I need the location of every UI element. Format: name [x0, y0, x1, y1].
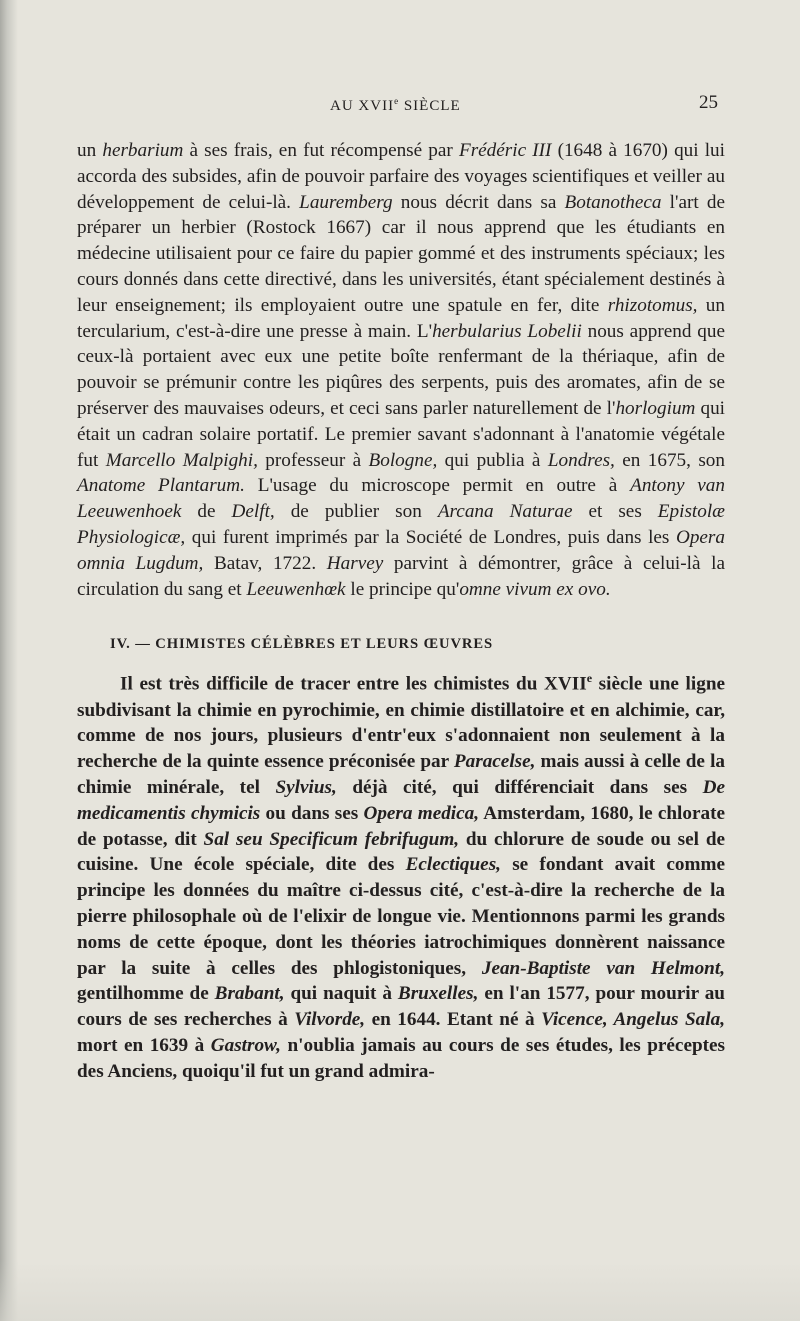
- italic-text-segment: Londres,: [547, 449, 615, 471]
- italic-text-segment: De medicamentis chymicis: [77, 776, 725, 824]
- text-segment: qui furent imprimés par la Société de Londres, puis dans les: [185, 526, 676, 548]
- italic-text-segment: rhizotomus,: [607, 294, 698, 316]
- italic-text-segment: Brabant,: [214, 983, 285, 1005]
- text-segment: déjà cité, qui différenciait dans ses: [336, 776, 703, 798]
- text-segment: en 1675, son: [614, 449, 725, 471]
- italic-text-segment: Lauremberg: [299, 191, 393, 213]
- italic-text-segment: Marcello Malpighi,: [105, 449, 258, 471]
- paragraph-chemists: [77, 666, 725, 1084]
- page-header: [0, 92, 800, 120]
- text-segment: mais aussi à celle de la chimie minérale, tel: [77, 751, 725, 798]
- running-head-superscript: e: [394, 96, 400, 106]
- paragraph-continuation: [77, 138, 725, 602]
- italic-text-segment: Eclectiques,: [405, 854, 501, 876]
- italic-text-segment: Epistolæ Physiologicæ,: [77, 501, 725, 548]
- italic-text-segment: Opera medica,: [363, 802, 480, 824]
- text-segment: gentilhomme de: [77, 983, 215, 1005]
- body-text: [77, 138, 725, 1084]
- text-segment: un tercularium, c'est-à-dire une presse à main. L': [77, 294, 725, 342]
- text-segment: de: [181, 501, 232, 523]
- text-segment: (1648 à 1670) qui lui accorda des subsides, afin de pouvoir parfaire des voyages scientifiques et veiller au développement de celui-là.: [77, 140, 725, 213]
- running-head: [330, 96, 461, 115]
- text-segment: en l'an 1577, pour mourir au cours de ses recherches à: [77, 983, 725, 1031]
- section-heading: IV. — CHIMISTES CÉLÈBRES ET LEURS ŒUVRES: [110, 636, 493, 653]
- italic-text-segment: Vilvorde,: [294, 1009, 366, 1031]
- text-segment: professeur à: [257, 449, 369, 471]
- running-head-text-end: SIÈCLE: [399, 98, 461, 114]
- text-segment: un: [77, 140, 103, 161]
- italic-text-segment: Bologne,: [368, 449, 438, 471]
- text-segment: de publier son: [274, 501, 438, 523]
- italic-text-segment: Antony van Leeuwenhoek: [77, 475, 725, 523]
- text-segment: l'art de préparer un herbier (Rostock 1667) car il nous apprend que les étudiants en médecine utilisaient pour ce faire du papier gommé et des instruments spéciaux; les cours donnés dans cette directivé, dans les universités, étant spécialement destinés à leur enseignement; ils employaient outre une spatule en fer, dite: [77, 191, 725, 316]
- text-segment: le principe qu': [345, 578, 460, 600]
- text-segment: siècle une ligne subdivisant la chimie en pyrochimie, en chimie distillatoire et en alchimie, car, comme de nos jours, plusieurs d'entr'eux s'adonnaient non seulement à la recherche de la quinte essence préconisée par: [77, 673, 726, 773]
- italic-text-segment: Harvey: [326, 552, 384, 574]
- text-segment: nous apprend que ceux-là portaient avec eux une petite boîte renfermant de la thériaque, afin de pouvoir se prémunir contre les piqûres des serpents, puis des aromates, afin de se préserver des mauvaises odeurs, et ceci sans parler naturellement de l': [77, 320, 725, 419]
- italic-text-segment: Botanotheca: [564, 191, 662, 213]
- italic-text-segment: Frédéric III: [458, 140, 552, 161]
- text-segment: L'usage du microscope permit en outre à: [244, 475, 631, 497]
- italic-text-segment: Jean-Baptiste van Helmont,: [481, 957, 725, 979]
- italic-text-segment: Paracelse,: [453, 751, 536, 773]
- italic-text-segment: herbarium: [102, 140, 184, 161]
- page-number: 25: [699, 92, 718, 113]
- italic-text-segment: Opera omnia Lugdum,: [77, 526, 725, 574]
- italic-text-segment: Leeuwenhœk: [246, 578, 346, 600]
- italic-text-segment: Delft,: [231, 501, 275, 523]
- italic-text-segment: Arcana Naturae: [437, 501, 573, 523]
- page-bottom-shade: [0, 1261, 800, 1321]
- italic-text-segment: horlogium: [615, 397, 696, 419]
- italic-text-segment: Sal seu Specificum febrifugum,: [203, 828, 460, 850]
- italic-text-segment: Anatome Plantarum.: [77, 475, 245, 497]
- text-segment: n'oublia jamais au cours de ses études, les préceptes des Anciens, quoiqu'il fut un grand admira-: [77, 1034, 726, 1082]
- text-segment: mort en 1639 à: [77, 1034, 211, 1056]
- italic-text-segment: Gastrow,: [210, 1034, 281, 1056]
- text-segment: Amsterdam, 1680, le chlorate de potasse, dit: [77, 802, 725, 850]
- text-segment: qui était un cadran solaire portatif. Le premier savant s'adonnant à l'anatomie végétale fut: [77, 397, 725, 471]
- text-segment: Il est très difficile de tracer entre les chimistes du XVII: [120, 673, 587, 695]
- text-segment: qui publia à: [437, 449, 548, 471]
- text-segment: en 1644. Etant né à: [365, 1009, 542, 1031]
- italic-text-segment: herbularius Lobelii: [432, 320, 582, 342]
- text-segment: parvint à démontrer, grâce à celui-là la circulation du sang et: [77, 552, 725, 600]
- text-segment: ou dans ses: [260, 802, 364, 824]
- text-segment: qui naquit à: [284, 983, 398, 1005]
- text-segment: se fondant avait comme principe les données du maître ci-dessus cité, c'est-à-dire la recherche de la pierre philosophale où de l'elixir de longue vie. Mentionnons parmi les grands noms de cette époque, dont les théories iatrochimiques donnèrent naissance par la suite à celles des phlogistoniques,: [77, 854, 725, 979]
- italic-text-segment: omne vivum ex ovo.: [459, 578, 611, 600]
- text-segment: du chlorure de soude ou sel de cuisine. Une école spéciale, dite des: [77, 828, 726, 876]
- page-edge-shadow: [0, 0, 18, 1321]
- text-segment: nous décrit dans sa: [392, 191, 565, 213]
- italic-text-segment: Vicence, Angelus Sala,: [541, 1009, 725, 1031]
- text-segment: à ses frais, en fut récompensé par: [183, 140, 459, 161]
- text-segment: Batav, 1722.: [203, 552, 327, 574]
- text-segment: et ses: [572, 501, 658, 523]
- running-head-text: AU XVII: [330, 98, 395, 114]
- italic-text-segment: Bruxelles,: [397, 983, 479, 1005]
- text-segment: e: [586, 671, 593, 686]
- italic-text-segment: Sylvius,: [275, 776, 337, 798]
